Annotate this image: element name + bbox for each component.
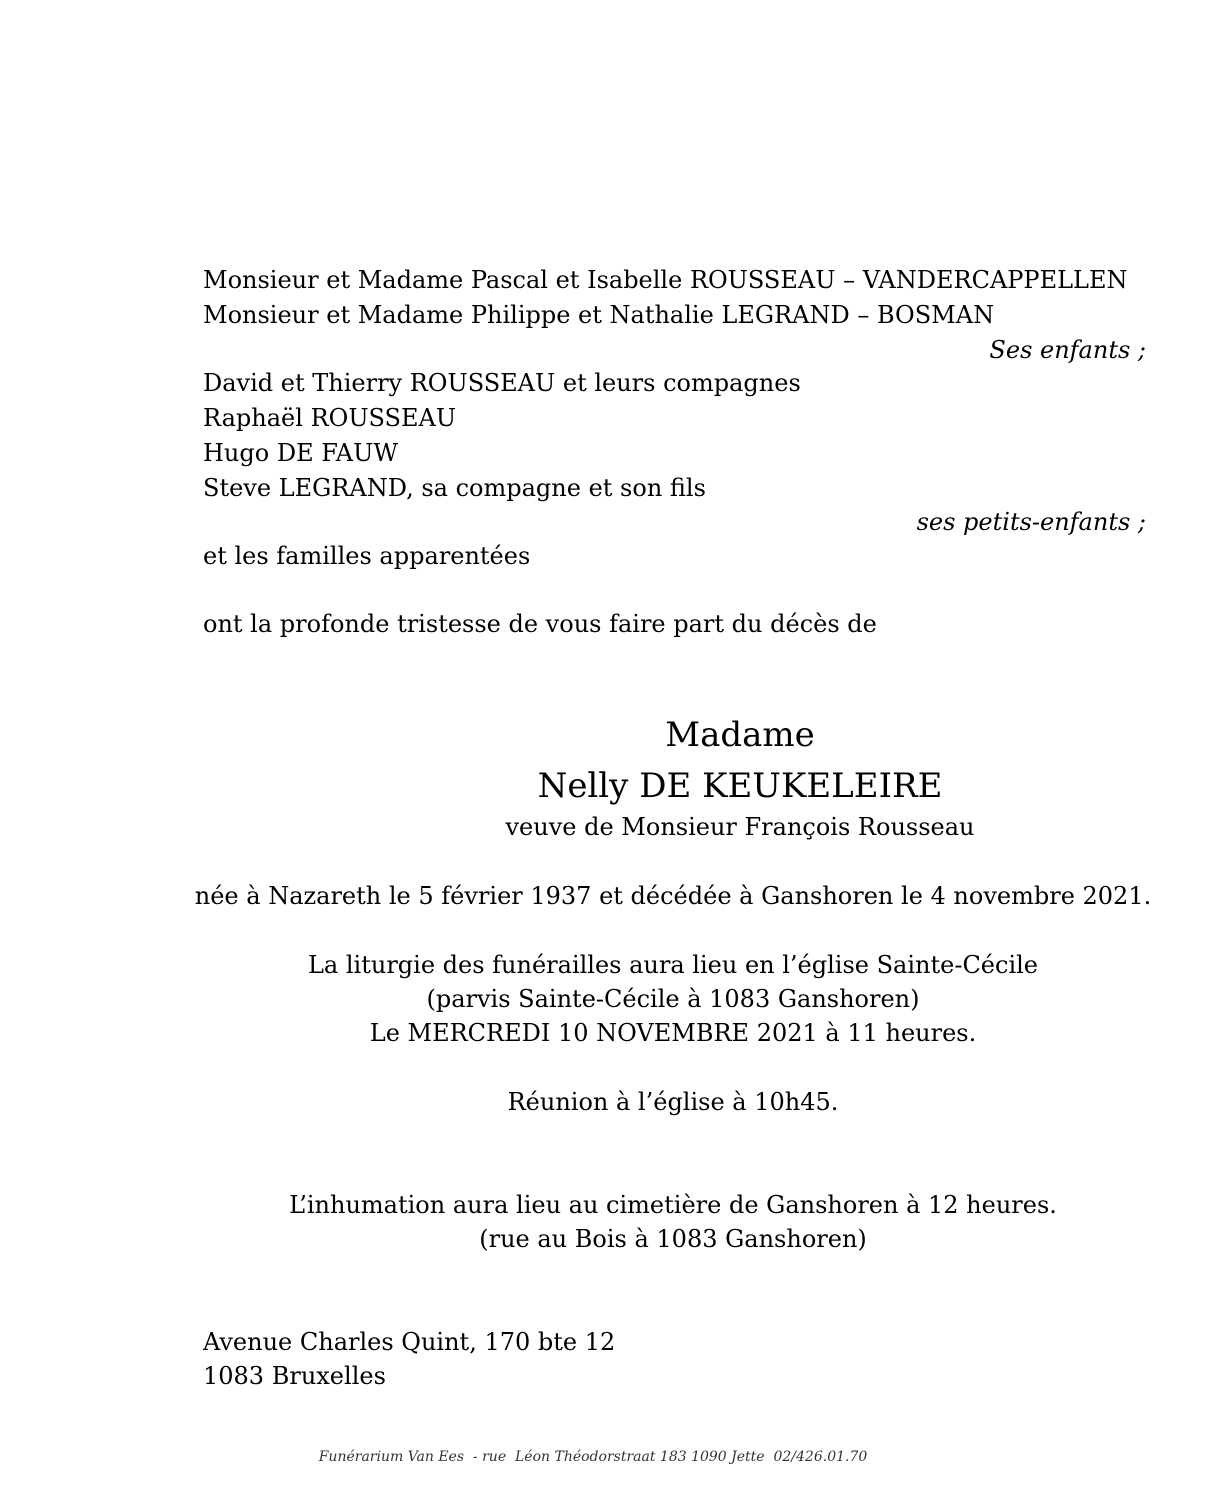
grandchild-4: Steve LEGRAND, sa compagne et son fils <box>203 474 706 502</box>
grandchildren-label: ses petits-enfants ; <box>916 508 1146 536</box>
deceased-name: Nelly DE KEUKELEIRE <box>537 766 943 806</box>
announcement: ont la profonde tristesse de vous faire part du décès de <box>203 610 877 638</box>
address-line-1: Avenue Charles Quint, 170 bte 12 <box>203 1328 616 1356</box>
funeral-home-footer: Funérarium Van Ees - rue Léon Théodorstraat 183 1090 Jette 02/426.01.70 <box>318 1449 868 1465</box>
burial-line-2: (rue au Bois à 1083 Ganshoren) <box>479 1225 867 1253</box>
address-line-2: 1083 Bruxelles <box>203 1362 386 1390</box>
child-couple-1: Monsieur et Madame Pascal et Isabelle ROUSSEAU – VANDERCAPPELLEN <box>203 266 1128 294</box>
burial-line-1: L’inhumation aura lieu au cimetière de Ganshoren à 12 heures. <box>289 1191 1057 1219</box>
grandchild-2: Raphaël ROUSSEAU <box>203 404 457 432</box>
deceased-title: Madame <box>665 715 815 755</box>
meeting-time: Réunion à l’église à 10h45. <box>507 1088 839 1116</box>
children-label: Ses enfants ; <box>989 336 1146 364</box>
grandchild-1: David et Thierry ROUSSEAU et leurs compagnes <box>203 369 801 397</box>
liturgy-line-2: (parvis Sainte-Cécile à 1083 Ganshoren) <box>426 985 920 1013</box>
grandchild-3: Hugo DE FAUW <box>203 439 399 467</box>
liturgy-line-3: Le MERCREDI 10 NOVEMBRE 2021 à 11 heures. <box>369 1019 977 1047</box>
child-couple-2: Monsieur et Madame Philippe et Nathalie LEGRAND – BOSMAN <box>203 301 995 329</box>
relatives: et les familles apparentées <box>203 542 531 570</box>
deceased-widow-of: veuve de Monsieur François Rousseau <box>505 813 975 841</box>
liturgy-line-1: La liturgie des funérailles aura lieu en l’église Sainte-Cécile <box>307 951 1039 979</box>
birth-death: née à Nazareth le 5 février 1937 et décédée à Ganshoren le 4 novembre 2021. <box>194 882 1152 910</box>
